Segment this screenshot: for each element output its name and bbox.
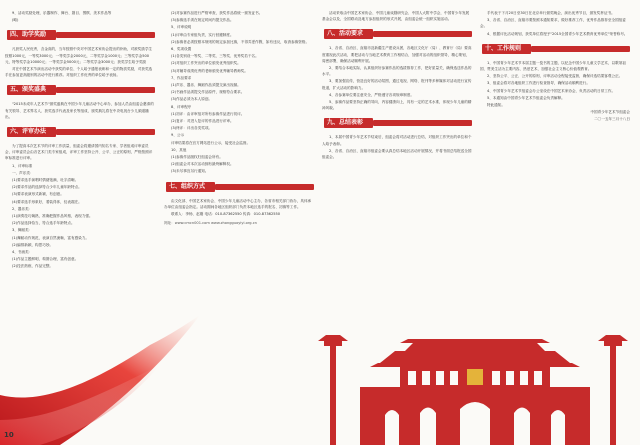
tiananmen-gate-illustration <box>310 285 640 445</box>
paragraph: 9、活动奖励处理，乐器制作、舞台、剧目、围棋、美术作品等 <box>12 11 112 15</box>
paragraph: (4)要求选手形象好，着装得体，仪表端庄。 <box>12 199 82 204</box>
paragraph: 4、根据评比活动规划，获奖单位将授予"2015全国青少年艺术教育优秀单位"荣誉称号。 <box>487 31 628 36</box>
paragraph: (1)演奏技巧娴熟，准确把握作品风格，表现力强。 <box>12 214 93 219</box>
column-4 <box>480 10 630 124</box>
paragraph: 3、各省、自治区、直辖市要按照本通知要求，做好推荐工作，优秀作品推荐至全国组委会。 <box>480 18 626 29</box>
section-rule <box>56 32 155 38</box>
paragraph: 6、奖项设置 <box>171 47 192 52</box>
paragraph: 3、舞蹈类： <box>12 228 33 233</box>
paragraph: 1、评审标准 <box>12 163 33 168</box>
section-title: 五、颁奖盛典 <box>7 85 56 95</box>
paragraph: (3)终评：评出各类奖项。 <box>171 126 213 131</box>
paragraph: (2)对组织工作突出的单位颁发优秀组织奖。 <box>171 61 241 66</box>
paragraph: 评审结果将在官方网站进行公示，接受社会监督。 <box>171 140 251 145</box>
paragraph: 联系人：李杨、赵刚 电话：010-87362550 传真：010-87362550 <box>171 212 281 217</box>
section-heading <box>322 29 472 39</box>
paragraph: (2)组委会对本次活动拥有最终解释权。 <box>171 162 234 167</box>
paragraph: 凡获奖人民优秀，含金高的，当年按照中央对中国艺术家协会提出的补助，对被奖励学生按照1000元，一等奖3000元；一等奖学金2000元，二等奖学金1000元；三等奖学金500元，特等奖学金10000元；一等奖学金5000元；二等奖学金3000元；获奖学生给予奖励 <box>5 47 153 64</box>
paragraph: 1、中国青少年艺术节本届主题一览书的主题，以纪念中国少年儿童文学艺术，以歌颂祖国、赞美生活为主要内容，热爱艺术、加强社会主义核心价值观教育。 <box>480 60 626 72</box>
section-rule <box>373 31 472 37</box>
paragraph: 3、要加强宣传，营造良好的活动氛围，通过电视、网络、报刊等多种媒体对活动进行宣传报道，扩大活动的影响力。 <box>322 79 472 90</box>
section-rule <box>56 87 155 93</box>
paragraph: 由文化部、中国艺术家协会、中国少年儿童活动中心主办，各省市相关部门协办，具体承办单位由组委会指定。活动期间各地区组织部门负责本地区选手的报名、初赛等工作。 <box>164 198 312 209</box>
section-heading <box>5 85 155 95</box>
paragraph: 5、本通知由中国青少年艺术节组委会负责解释。 <box>487 95 565 100</box>
paragraph: (1)舞蹈动作规范，表演自然流畅，富有感染力。 <box>12 235 89 240</box>
paragraph: (2)对参赛作品进行严格审查，获奖作品将统一颁发证书。 <box>171 11 263 15</box>
section-title: 十、工作规则 <box>482 44 531 54</box>
column-1 <box>5 10 155 271</box>
paragraph: (1)声乐、器乐、舞蹈作品须提交演出视频。 <box>171 83 241 88</box>
section-title: 四、助学奖励 <box>7 30 56 40</box>
paragraph: 4、中国青少年艺术节组委会办公室设在中国艺术家协会，负责活动的日常工作。 <box>487 88 616 93</box>
paragraph: 4、各参赛单位要注意安全，严格遵守各项规章制度。 <box>329 92 414 97</box>
paragraph: 1、本届中国青少年艺术节结束后，组委会将对活动进行总结，对组织工作突出的单位和个人给予表彰。 <box>322 135 472 146</box>
section-title: 九、总结表彰 <box>324 118 373 128</box>
paragraph: 3、组委会将对各地组织工作进行检查指导，确保活动顺利进行。 <box>487 81 590 86</box>
paragraph: (2)书画作品须提交作品原件，规格符合要求。 <box>171 90 245 95</box>
signature: 中国青少年艺术节组委会 <box>590 110 630 115</box>
paragraph: (1)初评：由评审组对所有参赛作品进行初评。 <box>171 111 245 116</box>
section-title: 七、组织方式 <box>166 182 215 192</box>
paragraph: (2)参赛者必须按照本规则的规定参加比赛，不得弄虚作假，如有违反，取消参赛资格。 <box>171 39 310 44</box>
section-title: 八、活动要求 <box>324 29 373 39</box>
paragraph: 为了提高本次艺术节的评审工作质量，组委会将邀请国内知名专家、学者组成评审委员会，评审委员会由各艺术门类专家组成，评审工作坚持公开、公平、公正的原则，严格按照评审标准进行评审。 <box>5 144 153 161</box>
paragraph: (1)参赛作品版权归组委会所有。 <box>171 155 223 160</box>
paragraph: (略) <box>12 18 19 23</box>
paragraph: (2)复评：对进入复评的作品进行评审。 <box>171 119 234 124</box>
paragraph: (1)各类别设一等奖、二等奖、三等奖、优秀奖若干名。 <box>171 54 259 59</box>
paragraph: 对在中国艺术节演出活动中获奖的单位、个人给予通报表彰和一定的物质奖励，对获奖选手在参加更高级别的活动中进行推荐。对组织工作优秀的单位给予表扬。 <box>5 67 153 78</box>
paragraph: 2、要结合本地实际，认真组织好参赛作品的选拔推荐工作，把好质量关，确保选送作品的水平。 <box>322 66 472 77</box>
paragraph: (2)技法熟练，作品完整。 <box>12 264 54 269</box>
paragraph: (3)要求表演形式新颖，有创意。 <box>12 192 64 197</box>
paragraph: 8、评审程序 <box>171 104 192 109</box>
column-2 <box>164 10 314 226</box>
date: 二〇一五年三月十八日 <box>594 117 630 122</box>
contact-website: 网址：www.cmcn001.com www.zhongguoyiyi.org.cn <box>164 221 257 226</box>
central-portrait <box>467 369 483 385</box>
paragraph: (2)编排新颖，构思巧妙。 <box>12 242 54 247</box>
section-heading <box>5 30 155 40</box>
red-ribbon-decoration <box>0 285 200 445</box>
section-rule <box>373 120 472 126</box>
paragraph: 5、评审说明 <box>171 25 192 30</box>
paragraph: 4、书画类： <box>12 250 33 255</box>
paragraph: 手代表于下月20日至30日在北京举行颁奖晚会，演出优秀节目，颁发奖杯证书。 <box>487 11 615 15</box>
section-rule <box>215 184 314 190</box>
paragraph: 2、坚持公平、公正、公开的原则，评审活动全程接受监督，确保评选结果客观公正。 <box>487 74 623 79</box>
paragraph: 10、其他 <box>171 147 187 152</box>
column-3 <box>322 10 472 161</box>
paragraph: (1)要求选手演唱时情绪饱满，吐字清晰。 <box>12 178 79 183</box>
paragraph: "2015未成年人艺术节"颁奖盛典在中国少年儿童活动中心举办，参加人员由组委会邀请的有关领导、艺术界名人、获奖选手代表及家长等组成，颁奖典礼将在中央电视台少儿频道播出。 <box>5 102 154 119</box>
section-heading <box>322 118 472 128</box>
paragraph: (1)评审由专家组负责，实行回避制度。 <box>171 32 234 37</box>
paragraph: (3)作品必须为本人原创。 <box>171 97 213 102</box>
paragraph: (3)未尽事宜另行通知。 <box>171 169 209 174</box>
section-heading <box>480 44 630 54</box>
section-heading <box>164 182 314 192</box>
paragraph: 一、声乐类： <box>12 170 34 175</box>
paragraph: (3)参赛选手须在规定时间内提交作品。 <box>171 18 234 23</box>
section-rule <box>56 129 155 135</box>
page-number: 10 <box>4 431 14 439</box>
paragraph: (2)要求作品的选择符合少年儿童年龄特点。 <box>12 185 82 190</box>
paragraph: 7、作品要求 <box>171 75 192 80</box>
paragraph: 2、各省、自治区、直辖市组委会要认真总结本地区活动开展情况，并将书面总结报送全国组委会。 <box>322 148 472 160</box>
paragraph: 9、公示 <box>171 133 185 138</box>
paragraph: 5、参赛作品要坚持正确的导向，内容健康向上，具有一定的艺术水准，体现少年儿童的精神风貌。 <box>322 100 472 111</box>
paragraph: 特此通知。 <box>487 103 505 108</box>
paragraph: 1、各省、自治区、直辖市及新疆生产建设兵团，各地区文化厅（局）、教育厅（局）要高度重视此次活动，要把活动与当地艺术教育工作相结合，加强对活动的组织领导，精心策划，周密部署，确保活动顺利开展。 <box>322 46 472 63</box>
paragraph: (3)对辅导成绩优秀的老师颁发优秀辅导教师奖。 <box>171 68 248 73</box>
paragraph: 活动采取由中国艺术家协会、中国儿童戏剧研究会、中国人大附中学会，中国青少年发展基金会以及，全国联动及地方参加组织的形式开展，由组委会统一组织实施活动。 <box>322 11 470 22</box>
paragraph: (1)作品主题鲜明，构图合理，富有创意。 <box>12 257 79 262</box>
section-title: 六、评审办法 <box>7 127 56 137</box>
section-heading <box>5 127 155 137</box>
section-rule <box>531 46 630 52</box>
paragraph: (2)作品选择恰当，符合选手年龄特点。 <box>12 221 75 226</box>
paragraph: 2、器乐类： <box>12 206 33 211</box>
